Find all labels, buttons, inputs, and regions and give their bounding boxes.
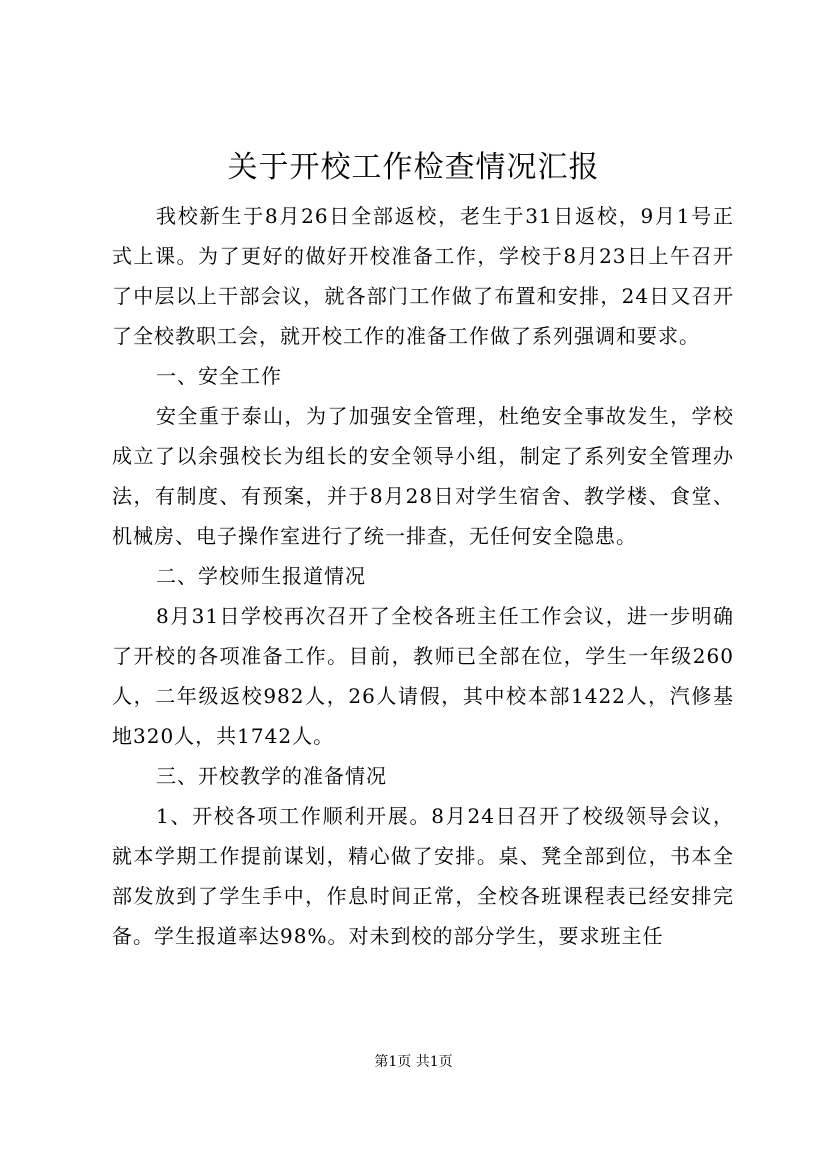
section-heading-teaching: 三、开校教学的准备情况 xyxy=(156,764,387,788)
teaching-paragraph: 1、开校各项工作顺利开展。8月24日召开了校级领导会议，就本学期工作提前谋划，精心做了安排。桌、凳全部到位，书本全部发放到了学生手中，作息时间正常，全校各班课程表已经安排完备。学生报道率达98%。对未到校的部分学生，要求班主任 xyxy=(112,804,734,948)
section-heading-enrollment: 二、学校师生报道情况 xyxy=(156,564,366,588)
safety-paragraph: 安全重于泰山，为了加强安全管理，杜绝安全事故发生，学校成立了以余强校长为组长的安全领导小组，制定了系列安全管理办法，有制度、有预案，并于8月28日对学生宿舍、教学楼、食堂、机械房、电子操作室进行了统一排查，无任何安全隐患。 xyxy=(112,404,734,548)
document-body xyxy=(112,196,734,956)
section-heading-safety: 一、安全工作 xyxy=(156,364,282,388)
enrollment-paragraph: 8月31日学校再次召开了全校各班主任工作会议，进一步明确了开校的各项准备工作。目前，教师已全部在位，学生一年级260人，二年级返校982人，26人请假，其中校本部1422人，汽修基地320人，共1742人。 xyxy=(112,604,734,748)
page-footer: 第1页 共1页 xyxy=(374,1054,453,1070)
intro-paragraph: 我校新生于8月26日全部返校，老生于31日返校，9月1号正式上课。为了更好的做好开校准备工作，学校于8月23日上午召开了中层以上干部会议，就各部门工作做了布置和安排，24日又召开了全校教职工会，就开校工作的准备工作做了系列强调和要求。 xyxy=(112,204,734,348)
document-title: 关于开校工作检查情况汇报 xyxy=(227,150,600,185)
